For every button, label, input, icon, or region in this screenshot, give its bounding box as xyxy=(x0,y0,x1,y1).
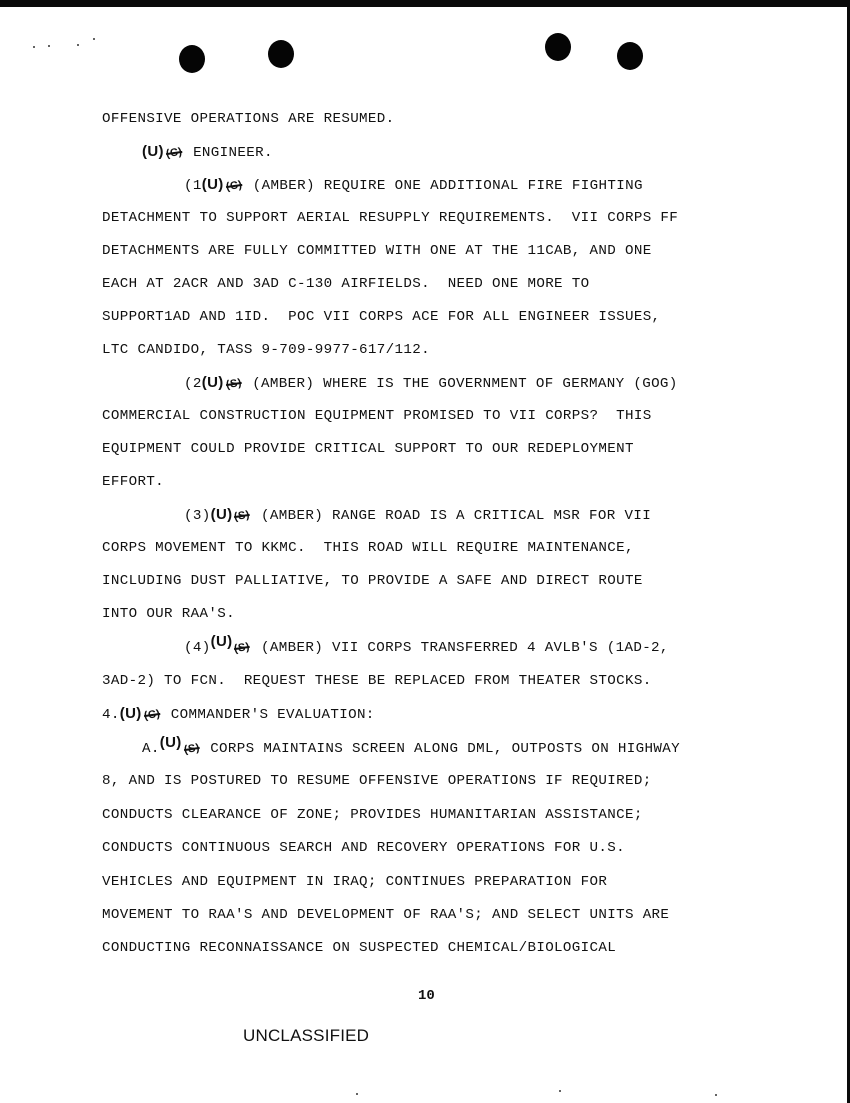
line-text: COMMERCIAL CONSTRUCTION EQUIPMENT PROMISED TO VII CORPS? THIS xyxy=(102,408,652,424)
struck-classification-mark: (S) xyxy=(182,741,201,757)
text-line xyxy=(102,705,375,724)
line-text: VEHICLES AND EQUIPMENT IN IRAQ; CONTINUES PREPARATION FOR xyxy=(102,874,608,890)
line-text: 8, AND IS POSTURED TO RESUME OFFENSIVE OPERATIONS IF REQUIRED; xyxy=(102,773,652,789)
line-text: ENGINEER. xyxy=(184,145,273,161)
line-text: (AMBER) RANGE ROAD IS A CRITICAL MSR FOR VII xyxy=(252,508,652,524)
line-text: CONDUCTS CLEARANCE OF ZONE; PROVIDES HUMANITARIAN ASSISTANCE; xyxy=(102,807,643,823)
text-line xyxy=(102,672,652,690)
line-text: (AMBER) VII CORPS TRANSFERRED 4 AVLB'S (1AD-2, xyxy=(252,640,669,656)
struck-classification-mark: (C) xyxy=(142,707,161,723)
scan-speck xyxy=(77,44,79,46)
scan-speck xyxy=(93,38,95,40)
text-line xyxy=(102,440,634,458)
struck-classification-mark: (C) xyxy=(165,145,183,161)
line-text: (AMBER) WHERE IS THE GOVERNMENT OF GERMANY (GOG) xyxy=(243,376,678,392)
handwritten-classification-mark: (U) xyxy=(201,176,224,193)
line-text: 3AD-2) TO FCN. REQUEST THESE BE REPLACED FROM THEATER STOCKS. xyxy=(102,673,652,689)
line-text: CORPS MOVEMENT TO KKMC. THIS ROAD WILL REQUIRE MAINTENANCE, xyxy=(102,540,634,556)
text-line xyxy=(102,407,652,425)
line-text: DETACHMENT TO SUPPORT AERIAL RESUPPLY REQUIREMENTS. VII CORPS FF xyxy=(102,210,679,226)
punch-hole-4 xyxy=(617,42,643,70)
paragraph-number: (1 xyxy=(184,178,202,194)
line-text: (AMBER) REQUIRE ONE ADDITIONAL FIRE FIGHTING xyxy=(243,178,643,194)
paragraph-number: (4) xyxy=(184,640,211,656)
punch-hole-2 xyxy=(268,40,294,68)
text-line xyxy=(102,110,395,128)
text-line xyxy=(142,143,273,162)
paragraph-number: (3) xyxy=(184,508,211,524)
scan-speck xyxy=(48,45,50,47)
line-text: COMMANDER'S EVALUATION: xyxy=(161,707,375,723)
text-line xyxy=(102,473,164,491)
text-line xyxy=(184,176,643,195)
text-line xyxy=(102,209,678,227)
line-text: INTO OUR RAA'S. xyxy=(102,606,235,622)
text-line xyxy=(102,572,643,590)
text-line xyxy=(102,242,652,260)
text-line xyxy=(102,539,634,557)
text-line xyxy=(102,806,643,824)
text-line xyxy=(184,506,651,525)
text-line xyxy=(102,308,660,326)
struck-classification-mark: (S) xyxy=(233,640,251,656)
handwritten-classification-mark: (U) xyxy=(119,705,142,722)
text-line xyxy=(142,734,680,758)
line-text: EQUIPMENT COULD PROVIDE CRITICAL SUPPORT TO OUR REDEPLOYMENT xyxy=(102,441,634,457)
struck-classification-mark: (S) xyxy=(224,376,243,392)
paragraph-number: A. xyxy=(142,741,160,757)
scan-speck xyxy=(33,46,35,48)
line-text: CORPS MAINTAINS SCREEN ALONG DML, OUTPOSTS ON HIGHWAY xyxy=(201,741,680,757)
line-text: OFFENSIVE OPERATIONS ARE RESUMED. xyxy=(102,111,395,127)
text-line xyxy=(102,939,616,957)
handwritten-classification-mark: (U) xyxy=(210,506,233,523)
line-text: CONDUCTING RECONNAISSANCE ON SUSPECTED CHEMICAL/BIOLOGICAL xyxy=(102,940,617,956)
punch-hole-3 xyxy=(545,33,571,61)
scan-speck xyxy=(559,1090,561,1092)
text-line xyxy=(102,839,625,857)
scan-speck xyxy=(715,1094,717,1096)
classification-marking: UNCLASSIFIED xyxy=(243,1026,370,1045)
line-text: INCLUDING DUST PALLIATIVE, TO PROVIDE A SAFE AND DIRECT ROUTE xyxy=(102,573,643,589)
handwritten-classification-mark: (U) xyxy=(159,734,182,751)
scan-top-border xyxy=(0,0,850,7)
handwritten-classification-mark: (U) xyxy=(201,374,224,391)
page-number: 10 xyxy=(418,988,435,1004)
line-text: LTC CANDIDO, TASS 9-709-9977-617/112. xyxy=(102,342,430,358)
line-text: SUPPORT1AD AND 1ID. POC VII CORPS ACE FOR ALL ENGINEER ISSUES, xyxy=(102,309,661,325)
text-line xyxy=(102,906,669,924)
paragraph-number: (2 xyxy=(184,376,202,392)
scan-speck xyxy=(356,1093,358,1095)
punch-hole-1 xyxy=(179,45,205,73)
text-line xyxy=(102,873,607,891)
paragraph-number: 4. xyxy=(102,707,120,723)
line-text: DETACHMENTS ARE FULLY COMMITTED WITH ONE AT THE 11CAB, AND ONE xyxy=(102,243,652,259)
text-line xyxy=(184,374,678,393)
handwritten-classification-mark: (U) xyxy=(142,143,164,160)
text-line xyxy=(184,633,669,657)
text-line xyxy=(102,341,430,359)
text-line xyxy=(102,275,590,293)
struck-classification-mark: (S) xyxy=(233,508,251,524)
line-text: CONDUCTS CONTINUOUS SEARCH AND RECOVERY OPERATIONS FOR U.S. xyxy=(102,840,625,856)
line-text: MOVEMENT TO RAA'S AND DEVELOPMENT OF RAA'S; AND SELECT UNITS ARE xyxy=(102,907,670,923)
handwritten-classification-mark: (U) xyxy=(210,633,233,650)
line-text: EACH AT 2ACR AND 3AD C-130 AIRFIELDS. NEED ONE MORE TO xyxy=(102,276,590,292)
line-text: EFFORT. xyxy=(102,474,165,490)
text-line xyxy=(102,605,235,623)
struck-classification-mark: (C) xyxy=(224,178,243,194)
text-line xyxy=(102,772,652,790)
